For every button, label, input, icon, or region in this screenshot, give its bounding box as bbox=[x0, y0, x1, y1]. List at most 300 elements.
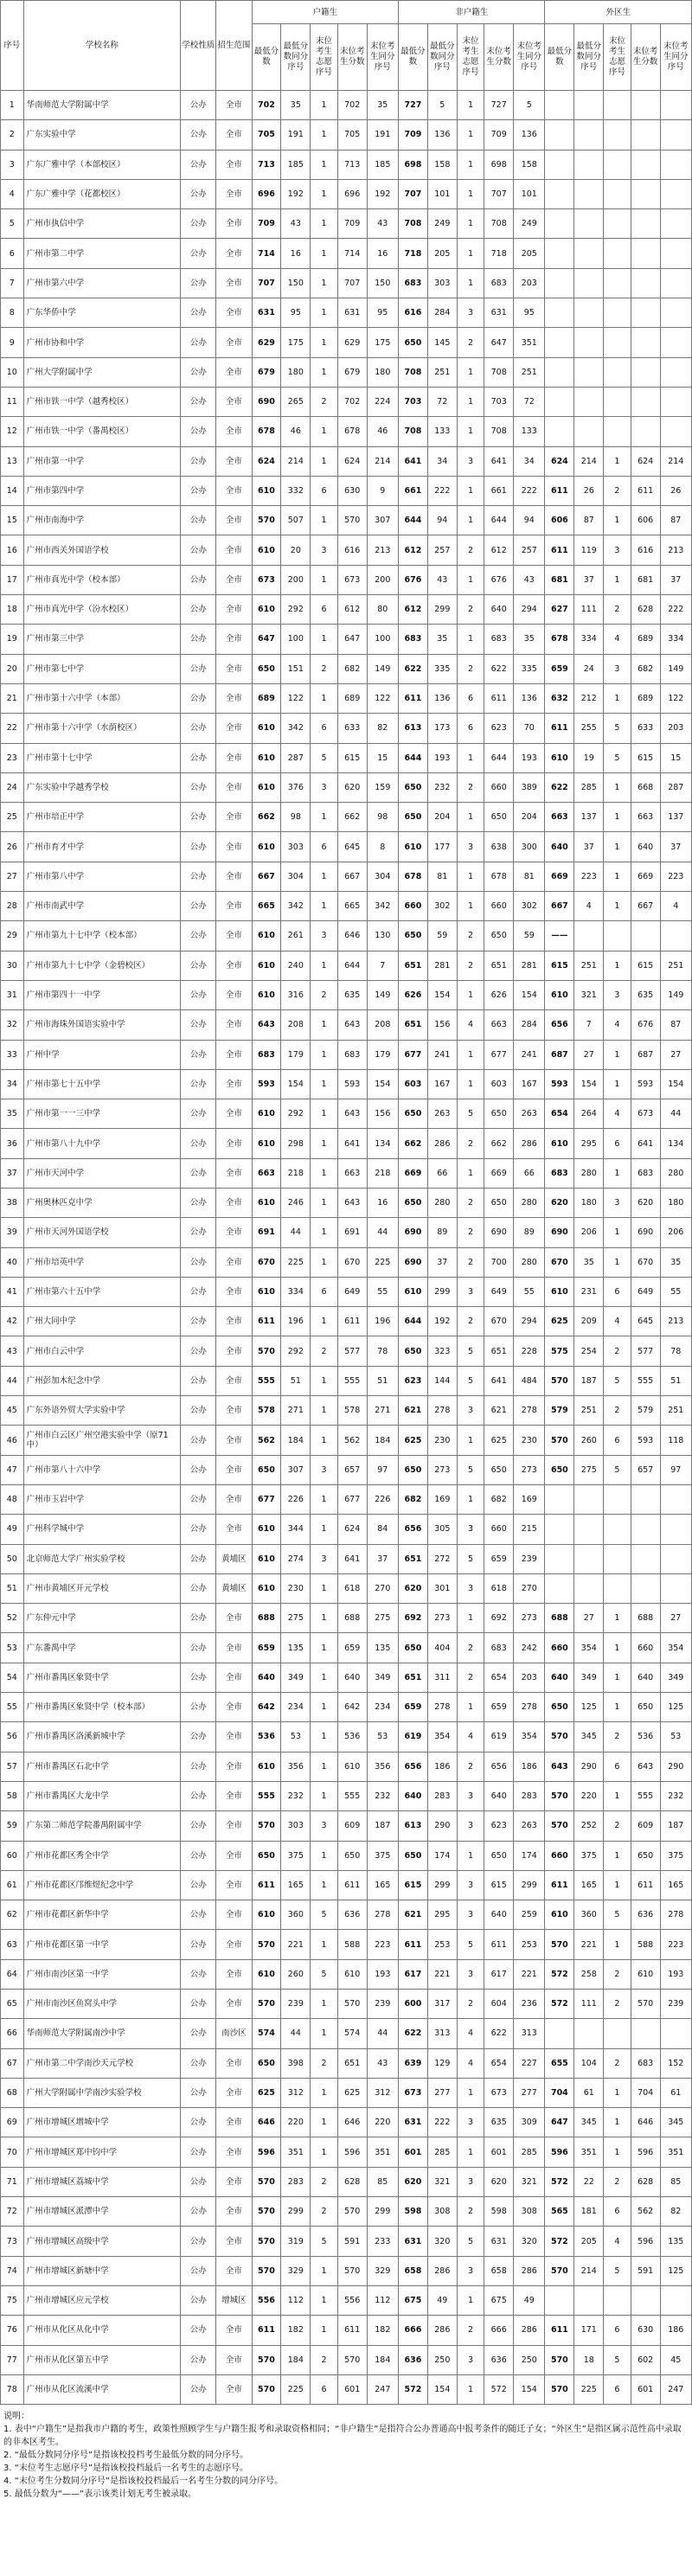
cell-feihuji-last-rank: 259 bbox=[514, 1900, 545, 1930]
cell-feihuji-last-score: 626 bbox=[484, 980, 514, 1009]
cell-waiqu-last-score: 636 bbox=[631, 1900, 660, 1930]
cell-waiqu-last-score: 615 bbox=[631, 743, 660, 772]
cell-feihuji-last-rank: 351 bbox=[514, 328, 545, 357]
cell-huji-last-wish: 1 bbox=[311, 2256, 337, 2285]
cell-huji-min: 611 bbox=[252, 2316, 281, 2345]
cell-waiqu-min: 660 bbox=[545, 1841, 574, 1870]
cell-waiqu-last-score: 640 bbox=[631, 1663, 660, 1692]
cell-waiqu-last-score: 596 bbox=[631, 2227, 660, 2256]
cell-feihuji-min: 669 bbox=[398, 1158, 427, 1188]
cell-nature: 公办 bbox=[181, 1722, 216, 1752]
cell-huji-last-wish: 1 bbox=[311, 1841, 337, 1870]
cell-waiqu-min-rank: 264 bbox=[574, 1099, 604, 1129]
cell-huji-min: 707 bbox=[252, 268, 281, 298]
cell-huji-last-rank: 82 bbox=[367, 714, 398, 743]
cell-waiqu-min-rank: 375 bbox=[574, 1841, 604, 1870]
cell-feihuji-last-rank: 222 bbox=[514, 476, 545, 505]
cell-feihuji-min: 621 bbox=[398, 1396, 427, 1426]
cell-huji-last-rank: 165 bbox=[367, 1870, 398, 1900]
cell-huji-min: 562 bbox=[252, 1426, 281, 1455]
cell-feihuji-last-score: 650 bbox=[484, 1841, 514, 1870]
cell-waiqu-last-wish bbox=[604, 268, 631, 298]
cell-range: 全市 bbox=[216, 1040, 252, 1069]
notes-title: 说明： bbox=[3, 2412, 29, 2422]
cell-seq: 53 bbox=[1, 1633, 24, 1663]
notes-section bbox=[0, 2405, 692, 2501]
cell-feihuji-last-wish: 1 bbox=[457, 506, 484, 535]
cell-feihuji-last-rank: 158 bbox=[514, 150, 545, 179]
cell-nature: 公办 bbox=[181, 1010, 216, 1040]
cell-nature: 公办 bbox=[181, 298, 216, 328]
cell-waiqu-last-wish: 1 bbox=[604, 803, 631, 832]
cell-waiqu-last-score: 690 bbox=[631, 1218, 660, 1247]
table-row bbox=[1, 1277, 692, 1306]
cell-huji-last-wish: 1 bbox=[311, 417, 337, 446]
cell-huji-last-score: 610 bbox=[337, 1752, 367, 1781]
cell-seq: 67 bbox=[1, 2048, 24, 2078]
cell-huji-last-wish: 1 bbox=[311, 506, 337, 535]
cell-feihuji-last-score: 666 bbox=[484, 2316, 514, 2345]
cell-seq: 24 bbox=[1, 772, 24, 802]
cell-huji-last-wish: 1 bbox=[311, 1604, 337, 1633]
cell-school-name: 广东实验中学 bbox=[23, 120, 181, 150]
cell-nature: 公办 bbox=[181, 1307, 216, 1336]
cell-waiqu-min: 643 bbox=[545, 1752, 574, 1781]
cell-huji-last-wish: 3 bbox=[311, 772, 337, 802]
cell-waiqu-last-score: 660 bbox=[631, 1633, 660, 1663]
table-row bbox=[1, 1307, 692, 1336]
cell-feihuji-last-wish: 1 bbox=[457, 1693, 484, 1722]
cell-school-name: 广东华侨中学 bbox=[23, 298, 181, 328]
cell-feihuji-min: 675 bbox=[398, 2285, 427, 2315]
cell-huji-last-rank: 278 bbox=[367, 1900, 398, 1930]
cell-feihuji-last-score: 659 bbox=[484, 1693, 514, 1722]
cell-waiqu-last-wish: 1 bbox=[604, 446, 631, 476]
table-row bbox=[1, 387, 692, 416]
cell-range: 全市 bbox=[216, 951, 252, 980]
cell-waiqu-min-rank bbox=[574, 239, 604, 268]
cell-huji-last-score: 570 bbox=[337, 2345, 367, 2374]
cell-nature: 公办 bbox=[181, 1396, 216, 1426]
cell-huji-last-wish: 1 bbox=[311, 1752, 337, 1781]
cell-feihuji-last-score: 611 bbox=[484, 1930, 514, 1959]
cell-waiqu-last-rank: 125 bbox=[660, 2256, 691, 2285]
cell-school-name: 广州大学附属中学 bbox=[23, 357, 181, 387]
note-item: 4. “末位考生分数同分序号”是指该校投档最后一名考生分数的同分序号。 bbox=[3, 2477, 284, 2487]
cell-seq: 48 bbox=[1, 1484, 24, 1514]
cell-waiqu-min-rank: 125 bbox=[574, 1693, 604, 1722]
cell-range: 全市 bbox=[216, 980, 252, 1009]
header-waiqu-min-score-rank: 最低分数同分序号 bbox=[574, 24, 604, 91]
cell-feihuji-last-wish: 1 bbox=[457, 980, 484, 1009]
cell-waiqu-min-rank: 351 bbox=[574, 2137, 604, 2167]
cell-waiqu-last-wish: 2 bbox=[604, 1990, 631, 2019]
cell-school-name: 广州市第二中学 bbox=[23, 239, 181, 268]
cell-waiqu-min: 610 bbox=[545, 1900, 574, 1930]
cell-seq: 5 bbox=[1, 209, 24, 239]
cell-waiqu-last-wish bbox=[604, 357, 631, 387]
cell-huji-min-rank: 307 bbox=[281, 1455, 311, 1484]
cell-huji-last-score: 644 bbox=[337, 951, 367, 980]
cell-waiqu-min: 570 bbox=[545, 1366, 574, 1395]
table-row bbox=[1, 1900, 692, 1930]
cell-feihuji-min: 676 bbox=[398, 565, 427, 594]
cell-feihuji-min: 727 bbox=[398, 91, 427, 120]
cell-feihuji-last-score: 620 bbox=[484, 2167, 514, 2196]
cell-huji-min: 570 bbox=[252, 2256, 281, 2285]
cell-waiqu-last-score: 624 bbox=[631, 446, 660, 476]
header-feihuji-last-rank: 末位考生同分序号 bbox=[514, 24, 545, 91]
cell-waiqu-last-score: 591 bbox=[631, 2256, 660, 2285]
cell-nature: 公办 bbox=[181, 179, 216, 208]
cell-waiqu-last-rank: 44 bbox=[660, 1099, 691, 1129]
cell-huji-min: 688 bbox=[252, 1604, 281, 1633]
cell-feihuji-min-rank: 278 bbox=[427, 1396, 457, 1426]
cell-waiqu-min-rank: 214 bbox=[574, 2256, 604, 2285]
cell-range: 全市 bbox=[216, 565, 252, 594]
cell-huji-last-wish: 5 bbox=[311, 1959, 337, 1989]
cell-school-name: 广州市南沙区鱼窝头中学 bbox=[23, 1990, 181, 2019]
cell-waiqu-min-rank: 61 bbox=[574, 2078, 604, 2107]
cell-feihuji-last-score: 625 bbox=[484, 1426, 514, 1455]
cell-huji-last-score: 641 bbox=[337, 1544, 367, 1573]
cell-waiqu-last-wish bbox=[604, 1484, 631, 1514]
cell-nature: 公办 bbox=[181, 328, 216, 357]
cell-huji-min-rank: 44 bbox=[281, 1218, 311, 1247]
cell-feihuji-min-rank: 299 bbox=[427, 595, 457, 625]
cell-waiqu-last-score: 687 bbox=[631, 1040, 660, 1069]
cell-waiqu-last-score: 570 bbox=[631, 1990, 660, 2019]
cell-feihuji-last-rank: 35 bbox=[514, 625, 545, 654]
cell-school-name: 广东实验中学越秀学校 bbox=[23, 772, 181, 802]
cell-nature: 公办 bbox=[181, 1781, 216, 1810]
cell-feihuji-min-rank: 49 bbox=[427, 2285, 457, 2315]
cell-huji-min-rank: 100 bbox=[281, 625, 311, 654]
cell-huji-last-score: 610 bbox=[337, 1959, 367, 1989]
cell-huji-last-wish: 1 bbox=[311, 2316, 337, 2345]
cell-nature: 公办 bbox=[181, 743, 216, 772]
cell-feihuji-min: 613 bbox=[398, 1811, 427, 1841]
cell-waiqu-min-rank: 345 bbox=[574, 1722, 604, 1752]
cell-waiqu-min-rank: 221 bbox=[574, 1930, 604, 1959]
cell-waiqu-last-score bbox=[631, 298, 660, 328]
cell-waiqu-min-rank: 22 bbox=[574, 2167, 604, 2196]
table-row bbox=[1, 1396, 692, 1426]
cell-range: 全市 bbox=[216, 1752, 252, 1781]
cell-huji-min: 610 bbox=[252, 1752, 281, 1781]
cell-waiqu-min-rank: 35 bbox=[574, 1247, 604, 1277]
cell-feihuji-last-rank: 273 bbox=[514, 1604, 545, 1633]
cell-huji-last-rank: 185 bbox=[367, 150, 398, 179]
cell-feihuji-last-rank: 215 bbox=[514, 1515, 545, 1544]
cell-waiqu-min: 678 bbox=[545, 625, 574, 654]
cell-feihuji-last-wish: 6 bbox=[457, 714, 484, 743]
cell-waiqu-last-wish bbox=[604, 150, 631, 179]
header-waiqu-last-rank: 末位考生同分序号 bbox=[660, 24, 691, 91]
table-row bbox=[1, 2374, 692, 2404]
cell-feihuji-last-score: 654 bbox=[484, 1663, 514, 1692]
cell-huji-min: 610 bbox=[252, 832, 281, 862]
cell-feihuji-last-score: 718 bbox=[484, 239, 514, 268]
table-body bbox=[1, 91, 692, 2405]
cell-feihuji-last-score: 623 bbox=[484, 1811, 514, 1841]
cell-waiqu-last-wish: 4 bbox=[604, 1010, 631, 1040]
cell-huji-last-score: 707 bbox=[337, 268, 367, 298]
cell-huji-last-score: 570 bbox=[337, 506, 367, 535]
cell-waiqu-min-rank: 280 bbox=[574, 1158, 604, 1188]
cell-waiqu-min-rank: 26 bbox=[574, 476, 604, 505]
cell-waiqu-min: 690 bbox=[545, 1218, 574, 1247]
cell-range: 全市 bbox=[216, 743, 252, 772]
cell-feihuji-min: 600 bbox=[398, 1990, 427, 2019]
cell-feihuji-last-wish: 2 bbox=[457, 1129, 484, 1158]
cell-huji-last-score: 536 bbox=[337, 1722, 367, 1752]
cell-waiqu-min: 627 bbox=[545, 595, 574, 625]
cell-feihuji-min-rank: 94 bbox=[427, 506, 457, 535]
cell-huji-last-score: 562 bbox=[337, 1426, 367, 1455]
cell-waiqu-last-rank: 375 bbox=[660, 1841, 691, 1870]
cell-range: 黄埔区 bbox=[216, 1573, 252, 1603]
cell-huji-min-rank: 274 bbox=[281, 1544, 311, 1573]
cell-feihuji-last-rank: 302 bbox=[514, 892, 545, 921]
cell-waiqu-last-wish: 5 bbox=[604, 2345, 631, 2374]
cell-huji-last-rank: 175 bbox=[367, 328, 398, 357]
cell-feihuji-last-wish: 5 bbox=[457, 1930, 484, 1959]
cell-huji-last-rank: 220 bbox=[367, 2108, 398, 2137]
cell-feihuji-min-rank: 145 bbox=[427, 328, 457, 357]
cell-huji-last-wish: 1 bbox=[311, 625, 337, 654]
table-row bbox=[1, 120, 692, 150]
cell-feihuji-last-rank: 299 bbox=[514, 1870, 545, 1900]
cell-nature: 公办 bbox=[181, 1841, 216, 1870]
cell-huji-min-rank: 292 bbox=[281, 1336, 311, 1366]
cell-waiqu-min bbox=[545, 179, 574, 208]
cell-school-name: 广州市增城区高级中学 bbox=[23, 2227, 181, 2256]
table-row bbox=[1, 595, 692, 625]
cell-seq: 19 bbox=[1, 625, 24, 654]
cell-waiqu-last-rank bbox=[660, 239, 691, 268]
cell-seq: 17 bbox=[1, 565, 24, 594]
cell-huji-last-score: 646 bbox=[337, 921, 367, 951]
cell-seq: 25 bbox=[1, 803, 24, 832]
cell-huji-min: 713 bbox=[252, 150, 281, 179]
cell-school-name: 广州市第九十七中学（金碧校区） bbox=[23, 951, 181, 980]
cell-feihuji-min: 703 bbox=[398, 387, 427, 416]
cell-nature: 公办 bbox=[181, 772, 216, 802]
cell-seq: 62 bbox=[1, 1900, 24, 1930]
cell-feihuji-last-rank: 5 bbox=[514, 91, 545, 120]
cell-waiqu-min: 615 bbox=[545, 951, 574, 980]
cell-feihuji-min-rank: 167 bbox=[427, 1069, 457, 1099]
table-row bbox=[1, 1040, 692, 1069]
cell-nature: 公办 bbox=[181, 357, 216, 387]
cell-huji-min: 642 bbox=[252, 1693, 281, 1722]
cell-feihuji-last-wish: 5 bbox=[457, 1455, 484, 1484]
cell-huji-min-rank: 135 bbox=[281, 1633, 311, 1663]
cell-huji-last-wish: 1 bbox=[311, 298, 337, 328]
cell-nature: 公办 bbox=[181, 1633, 216, 1663]
cell-feihuji-min-rank: 251 bbox=[427, 357, 457, 387]
cell-huji-last-rank: 154 bbox=[367, 1069, 398, 1099]
cell-feihuji-last-rank: 221 bbox=[514, 1959, 545, 1989]
header-feihuji-last-score: 末位考生分数 bbox=[484, 24, 514, 91]
cell-seq: 26 bbox=[1, 832, 24, 862]
cell-huji-min: 679 bbox=[252, 357, 281, 387]
table-row bbox=[1, 476, 692, 505]
cell-waiqu-last-wish: 6 bbox=[604, 1277, 631, 1306]
cell-feihuji-min-rank: 34 bbox=[427, 446, 457, 476]
cell-feihuji-min: 623 bbox=[398, 1366, 427, 1395]
cell-huji-last-wish: 5 bbox=[311, 2227, 337, 2256]
cell-school-name: 广州市第四中学 bbox=[23, 476, 181, 505]
cell-huji-last-score: 663 bbox=[337, 1158, 367, 1188]
cell-waiqu-last-rank: 280 bbox=[660, 1158, 691, 1188]
table-row bbox=[1, 328, 692, 357]
cell-feihuji-min-rank: 5 bbox=[427, 91, 457, 120]
cell-huji-last-wish: 1 bbox=[311, 446, 337, 476]
cell-huji-min: 709 bbox=[252, 209, 281, 239]
cell-feihuji-min: 650 bbox=[398, 1188, 427, 1217]
cell-school-name: 广州市第一中学 bbox=[23, 446, 181, 476]
cell-waiqu-last-rank: 37 bbox=[660, 832, 691, 862]
cell-feihuji-last-rank: 72 bbox=[514, 387, 545, 416]
cell-range: 全市 bbox=[216, 1218, 252, 1247]
table-row bbox=[1, 1752, 692, 1781]
cell-feihuji-last-rank: 300 bbox=[514, 832, 545, 862]
cell-feihuji-last-wish: 3 bbox=[457, 2108, 484, 2137]
cell-feihuji-min-rank: 221 bbox=[427, 1959, 457, 1989]
cell-huji-min-rank: 319 bbox=[281, 2227, 311, 2256]
cell-waiqu-last-rank: 351 bbox=[660, 2137, 691, 2167]
cell-huji-last-score: 615 bbox=[337, 743, 367, 772]
cell-feihuji-last-rank: 205 bbox=[514, 239, 545, 268]
cell-huji-last-score: 682 bbox=[337, 654, 367, 683]
cell-feihuji-last-score: 675 bbox=[484, 2285, 514, 2315]
cell-waiqu-last-score: 668 bbox=[631, 772, 660, 802]
cell-waiqu-min: 570 bbox=[545, 1722, 574, 1752]
cell-huji-last-rank: 15 bbox=[367, 743, 398, 772]
header-huji-last-wish: 末位考生志愿序号 bbox=[311, 24, 337, 91]
cell-huji-min: 611 bbox=[252, 1307, 281, 1336]
cell-waiqu-last-wish: 5 bbox=[604, 1900, 631, 1930]
cell-huji-last-rank: 182 bbox=[367, 2316, 398, 2345]
cell-huji-min-rank: 283 bbox=[281, 2167, 311, 2196]
cell-nature: 公办 bbox=[181, 1247, 216, 1277]
cell-huji-last-wish: 5 bbox=[311, 1900, 337, 1930]
cell-waiqu-last-wish: 1 bbox=[604, 1781, 631, 1810]
cell-feihuji-min: 651 bbox=[398, 951, 427, 980]
cell-range: 全市 bbox=[216, 150, 252, 179]
cell-waiqu-min: 622 bbox=[545, 772, 574, 802]
cell-waiqu-min-rank bbox=[574, 91, 604, 120]
cell-school-name: 广州市真光中学（汾水校区） bbox=[23, 595, 181, 625]
cell-waiqu-last-score bbox=[631, 120, 660, 150]
cell-huji-last-wish: 1 bbox=[311, 1099, 337, 1129]
cell-waiqu-last-score bbox=[631, 268, 660, 298]
cell-feihuji-min-rank: 335 bbox=[427, 654, 457, 683]
cell-huji-min: 556 bbox=[252, 2285, 281, 2315]
cell-waiqu-last-rank: 354 bbox=[660, 1633, 691, 1663]
header-waiqu-last-score: 末位考生分数 bbox=[631, 24, 660, 91]
cell-waiqu-min: 570 bbox=[545, 2256, 574, 2285]
cell-feihuji-last-wish: 3 bbox=[457, 1811, 484, 1841]
cell-waiqu-min-rank: 220 bbox=[574, 1781, 604, 1810]
cell-feihuji-last-wish: 1 bbox=[457, 239, 484, 268]
cell-feihuji-last-wish: 2 bbox=[457, 654, 484, 683]
cell-waiqu-min-rank: 154 bbox=[574, 1069, 604, 1099]
cell-feihuji-min-rank: 301 bbox=[427, 1573, 457, 1603]
cell-waiqu-min-rank: 275 bbox=[574, 1455, 604, 1484]
cell-huji-min: 610 bbox=[252, 476, 281, 505]
cell-waiqu-last-score: 606 bbox=[631, 506, 660, 535]
cell-huji-last-rank: 7 bbox=[367, 951, 398, 980]
cell-waiqu-min-rank: 24 bbox=[574, 654, 604, 683]
cell-feihuji-min: 622 bbox=[398, 654, 427, 683]
cell-huji-min: 650 bbox=[252, 1841, 281, 1870]
cell-waiqu-last-score: 649 bbox=[631, 1277, 660, 1306]
cell-feihuji-last-rank: 320 bbox=[514, 2227, 545, 2256]
cell-nature: 公办 bbox=[181, 2256, 216, 2285]
cell-huji-last-rank: 214 bbox=[367, 446, 398, 476]
cell-waiqu-last-wish: 6 bbox=[604, 2316, 631, 2345]
cell-feihuji-min: 650 bbox=[398, 1099, 427, 1129]
cell-feihuji-last-score: 603 bbox=[484, 1069, 514, 1099]
cell-huji-min-rank: 344 bbox=[281, 1515, 311, 1544]
cell-waiqu-min-rank: 354 bbox=[574, 1633, 604, 1663]
cell-huji-min-rank: 44 bbox=[281, 2019, 311, 2048]
cell-feihuji-min: 611 bbox=[398, 1930, 427, 1959]
cell-huji-last-score: 616 bbox=[337, 535, 367, 565]
cell-feihuji-min: 631 bbox=[398, 2227, 427, 2256]
cell-school-name: 华南师范大学附属中学 bbox=[23, 91, 181, 120]
cell-waiqu-min-rank: 209 bbox=[574, 1307, 604, 1336]
cell-feihuji-min: 651 bbox=[398, 1663, 427, 1692]
cell-seq: 45 bbox=[1, 1396, 24, 1426]
cell-seq: 49 bbox=[1, 1515, 24, 1544]
cell-waiqu-min-rank: 349 bbox=[574, 1663, 604, 1692]
table-row bbox=[1, 654, 692, 683]
cell-waiqu-min bbox=[545, 268, 574, 298]
cell-range: 全市 bbox=[216, 2345, 252, 2374]
cell-waiqu-last-rank: 232 bbox=[660, 1781, 691, 1810]
cell-waiqu-last-score: 593 bbox=[631, 1426, 660, 1455]
cell-waiqu-last-rank: 149 bbox=[660, 980, 691, 1009]
cell-range: 全市 bbox=[216, 1870, 252, 1900]
cell-waiqu-last-score bbox=[631, 357, 660, 387]
cell-waiqu-min-rank: 27 bbox=[574, 1604, 604, 1633]
cell-waiqu-last-rank: 87 bbox=[660, 1010, 691, 1040]
cell-nature: 公办 bbox=[181, 1188, 216, 1217]
cell-feihuji-last-rank: 55 bbox=[514, 1277, 545, 1306]
cell-waiqu-last-wish: 2 bbox=[604, 1336, 631, 1366]
cell-nature: 公办 bbox=[181, 1544, 216, 1573]
cell-feihuji-last-score: 660 bbox=[484, 1515, 514, 1544]
cell-range: 全市 bbox=[216, 387, 252, 416]
cell-feihuji-last-score: 673 bbox=[484, 2078, 514, 2107]
cell-range: 全市 bbox=[216, 1693, 252, 1722]
cell-nature: 公办 bbox=[181, 417, 216, 446]
cell-school-name: 广州彭加木纪念中学 bbox=[23, 1366, 181, 1395]
cell-range: 全市 bbox=[216, 2137, 252, 2167]
cell-feihuji-last-rank: 257 bbox=[514, 535, 545, 565]
cell-huji-last-score: 620 bbox=[337, 772, 367, 802]
cell-feihuji-min-rank: 250 bbox=[427, 2345, 457, 2374]
cell-waiqu-last-wish: 2 bbox=[604, 476, 631, 505]
cell-school-name: 广州市玉岩中学 bbox=[23, 1484, 181, 1514]
cell-huji-last-wish: 1 bbox=[311, 1693, 337, 1722]
cell-feihuji-last-rank: 186 bbox=[514, 1752, 545, 1781]
cell-waiqu-last-rank: 251 bbox=[660, 1396, 691, 1426]
